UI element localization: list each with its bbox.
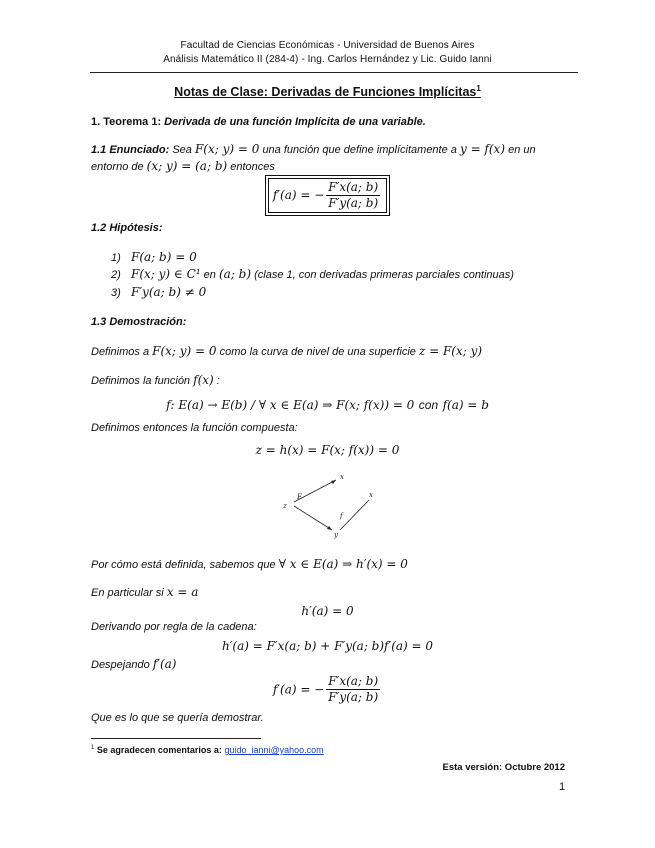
demo-text: En particular si <box>91 587 164 599</box>
section-1-heading <box>91 116 426 128</box>
hipotesis-number: 2) <box>111 269 121 281</box>
demo-text: Por cómo está definida, sabemos que <box>91 559 276 571</box>
version-note: Esta versión: Octubre 2012 <box>442 762 565 773</box>
theorem-formula <box>0 178 655 213</box>
equation-3 <box>0 602 655 620</box>
diagram-arrowhead <box>331 480 336 484</box>
header-course: Análisis Matemático II (284-4) - Ing. Carlos Hernández y Lic. Guido Ianni <box>163 54 492 65</box>
equation-1-rhs: f(a) = b <box>442 398 489 412</box>
diagram-node-y: y <box>334 531 338 539</box>
demo-text: Definimos a <box>91 346 150 358</box>
enunciado-math: F(x; y) = 0 <box>194 142 260 156</box>
demo-math: F(x; y) = 0 <box>152 344 217 358</box>
section-1-number: 1. Teorema 1: <box>91 116 162 128</box>
footnote <box>91 745 324 755</box>
equation-5-numerator: F′x(a; b) <box>328 674 379 688</box>
page-number: 1 <box>559 781 566 793</box>
demo-label: 1.3 Demostración: <box>91 316 187 328</box>
diagram-node-z: z <box>283 502 287 510</box>
enunciado-text: en un <box>508 144 536 156</box>
demo-text: Definimos la función <box>91 375 191 387</box>
demo-paragraph-1 <box>91 344 482 358</box>
demo-math: f(x) <box>193 373 214 387</box>
equation-4 <box>0 637 655 655</box>
equation-1-main: f: E(a) → E(b) / ∀ x ∈ E(a) ⇒ F(x; f(x)) = 0 <box>166 398 415 412</box>
hipotesis-number: 3) <box>111 287 121 299</box>
hipotesis-number: 1) <box>111 252 121 264</box>
demo-paragraph-7 <box>91 657 176 671</box>
hipotesis-math: F(x; y) ∈ C¹ <box>131 267 201 281</box>
demo-text: Despejando <box>91 659 150 671</box>
equation-4-text: h′(a) = F′x(a; b) + F′y(a; b)f′(a) = 0 <box>221 639 434 653</box>
diagram-label-F: F <box>297 493 302 501</box>
equation-1 <box>0 396 655 414</box>
hipotesis-text: (clase 1, con derivadas primeras parciales continuas) <box>254 269 514 281</box>
demo-paragraph-4 <box>91 557 408 571</box>
enunciado-text: Sea <box>172 144 192 156</box>
enunciado-math: y = f(x) <box>459 142 506 156</box>
page-title <box>0 84 655 99</box>
diagram-arrowhead <box>327 526 332 530</box>
equation-5-denominator: F′y(a; b) <box>328 690 379 704</box>
title-footnote-mark: 1 <box>476 84 481 93</box>
demo-math: z = F(x; y) <box>418 344 483 358</box>
demo-math: ∀ x ∈ E(a) ⇒ h′(x) = 0 <box>278 557 408 571</box>
equation-5 <box>0 674 655 705</box>
demo-text: como la curva de nivel de una superficie <box>219 346 416 358</box>
equation-2-text: z = h(x) = F(x; f(x)) = 0 <box>255 443 400 457</box>
hipotesis-label: 1.2 Hipótesis: <box>91 222 163 234</box>
enunciado-text: una función que define implícitamente a <box>262 144 457 156</box>
demo-paragraph-5 <box>91 585 198 599</box>
hipotesis-item-2 <box>91 267 514 281</box>
hipotesis-math: (a; b) <box>218 267 252 281</box>
section-1-title: Derivada de una función Implícita de una variable. <box>164 116 426 128</box>
diagram-label-f: f <box>340 512 343 520</box>
hipotesis-math: F′y(a; b) ≠ 0 <box>131 285 207 299</box>
equation-5-lhs: f′(a) = − <box>272 682 325 697</box>
hipotesis-text: en <box>203 269 216 281</box>
page-title-text: Notas de Clase: Derivadas de Funciones Implícitas <box>174 85 477 100</box>
diagram-edge-z-y <box>294 506 332 530</box>
footnote-text: Se agradecen comentarios a: <box>96 745 222 755</box>
equation-2 <box>0 441 655 459</box>
footnote-rule <box>91 738 261 739</box>
enunciado-text: entonces <box>230 161 275 173</box>
enunciado-math: (x; y) = (a; b) <box>146 159 228 173</box>
diagram-edge-y-x <box>340 500 369 530</box>
demo-math: f′(a) <box>152 657 177 671</box>
formula-numerator: F′x(a; b) <box>328 180 379 194</box>
demo-conclusion: Que es lo que se quería demostrar. <box>91 712 264 724</box>
demo-paragraph-3: Definimos entonces la función compuesta: <box>91 422 298 434</box>
diagram-node-x-top: x <box>340 473 344 481</box>
footnote-mark: 1 <box>91 745 95 751</box>
demo-math: x = a <box>166 585 199 599</box>
diagram-node-x-right: x <box>369 491 373 499</box>
formula-denominator: F′y(a; b) <box>328 196 379 210</box>
equation-3-text: h′(a) = 0 <box>301 604 354 618</box>
hipotesis-item-1 <box>91 250 197 264</box>
enunciado-line-1 <box>91 142 536 156</box>
hipotesis-item-3 <box>91 285 206 299</box>
demo-text: : <box>216 375 220 387</box>
footnote-email-link[interactable]: guido_ianni@yahoo.com <box>224 745 324 755</box>
enunciado-text: entorno de <box>91 161 144 173</box>
demo-paragraph-2 <box>91 373 220 387</box>
demo-paragraph-6: Derivando por regla de la cadena: <box>91 621 257 633</box>
enunciado-line-2 <box>91 159 275 173</box>
header-institution: Facultad de Ciencias Económicas - Universidad de Buenos Aires <box>180 40 475 51</box>
hipotesis-math: F(a; b) = 0 <box>131 250 197 264</box>
header-rule <box>90 72 578 73</box>
diagram-edge-z-x <box>294 480 336 502</box>
equation-1-con: con <box>418 398 439 412</box>
enunciado-label: 1.1 Enunciado: <box>91 144 170 156</box>
chain-rule-diagram <box>280 470 380 542</box>
formula-lhs: f′(a) = − <box>272 188 325 202</box>
